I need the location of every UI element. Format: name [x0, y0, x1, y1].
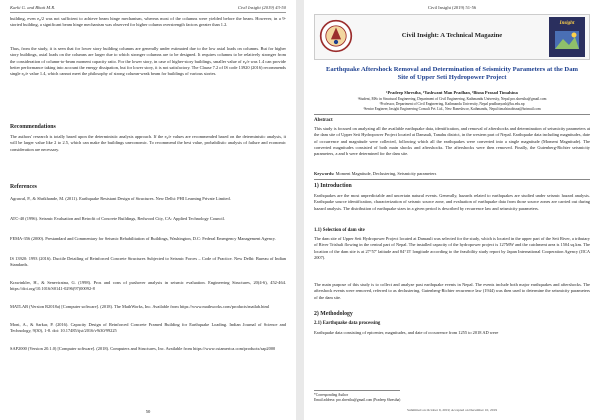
reference-item: Agrawal, P., & Shrikhande, M. (2011). Earthquake Resistant Design of Structures. New Delhi: PHI Learning Private Limited.	[10, 196, 231, 201]
footnote: *Corresponding Author Email address: pro.shrestha@gmail.com (Pradeep Shrestha)	[314, 393, 401, 402]
reference-item: MATLAB (Version R2018a) [Computer software]. (2018). The MathWorks, Inc. Available from https://www.mathworks.com/products/matlab.html	[10, 304, 270, 309]
article-title: Earthquake Aftershock Removal and Determination of Seismicity Parameters at the Dam Site of Upper Seti Hydropower Project	[326, 66, 578, 82]
journal-title: Civil Insight: A Technical Magazine	[401, 32, 503, 39]
running-header	[314, 5, 590, 10]
header-journal: Civil Insight (2019) 51-56	[427, 5, 477, 10]
article-authors: ¹Pradeep Shrestha, ²Yashwant Man Pradhan, ³Bisna Prasad Timalsina	[386, 90, 518, 95]
reference-item: Moni, A., & Sarkar, P. (2016). Capacity Design of Reinforced Concrete Framed Building for Earthquake Loading. Indian Journal of Science and Technology, 9(30), 1-8. doi: 10.17485/ijst/2016/v9i30/99225	[10, 322, 286, 334]
abstract-heading: Abstract	[314, 118, 333, 123]
subsection-heading: 2.1) Earthquake data processing	[314, 321, 381, 326]
page-number: 50	[145, 409, 151, 414]
cover-title: Insight	[559, 21, 575, 26]
left-page	[0, 0, 296, 420]
body-paragraph: The main purpose of this study is to collect and analyze past earthquake events in Nepal. The events include both major earthquakes and aftershocks. The aftershock events were removed, referred to as declustering. Gutenberg-Richter recurrence law (1944) was then used to determine the seismicity parameters of the dam site.	[314, 282, 590, 300]
magazine-cover-image	[549, 17, 585, 57]
reference-item: Krawinkler, H., & Seneviratna, G. (1998). Pros and cons of pushover analysis in seismic evaluation. Engineering Structures, 20(4-6), 452-464. https://doi.org/10.1016/S0141-0296(97)00092-8	[10, 280, 286, 292]
cover-art-icon	[549, 17, 585, 57]
journal-banner	[314, 14, 590, 60]
section-heading: References	[10, 184, 37, 190]
affiliation: ¹Student, MSc in Structural Engineering, Department of Civil Engineering, Kathmandu University, Nepal pro.shrestha@gmail.com	[357, 97, 547, 101]
submission-dates: Submitted on October 9, 2019; Accepted on December 10, 2019	[407, 408, 497, 412]
subsection-heading: 1.1) Selection of dam site	[314, 228, 365, 233]
header-authors: Karki G. and Bhatt M.R.	[10, 5, 56, 10]
body-paragraph: building, even e₀/2 was not sufficient to achieve beam hinge mechanism, whereas most of the columns were yielded before the beam. However, in a 9-storied building, a significant beam hinge mechanism was observed for higher column overstrength factors greater than 1.2.	[10, 16, 286, 28]
affiliation: ³Senior Engineer, Insight Engineering Consult Pvt. Ltd., New Baneshwor, Kathmandu, Nepal timalsinabisna@hotmail.com	[363, 107, 541, 111]
footnote-rule	[314, 390, 400, 391]
divider	[314, 179, 590, 180]
header-rule	[10, 12, 286, 13]
reference-item: IS 13920: 1993 (2016). Ductile Detailing of Reinforced Concrete Structures Subjected to Seismic Forces – Code of Practice. New Delhi: Bureau of Indian Standards.	[10, 256, 286, 268]
body-paragraph: Earthquake data consisting of epicenter, magnitudes, and date of occurrence from 1255 to 2018 AD were	[314, 330, 499, 335]
keywords-label: Keywords:	[314, 171, 335, 176]
body-paragraph: Thus, from the study, it is seen that for lower story building columns are generally under estimated due to the low axial loads on columns. But for higher story buildings, axial loads on the columns are larger due to which stronger columns are to be designed. It requires columns to be relatively stronger from the consideration of column-to-beam moment capacity ratio. For the lower story, in case of higher-story buildings, smaller value of e₀/e was 1.4 can provide better performance taking into account the energy dissipation, but for lower story, it is not satisfactory. The Clause 7.2 of IS code 13920 (2016) recommends single e₀/e value 1.4, which cannot meet the philosophy of strong column-weak beam for buildings of various stories.	[10, 46, 286, 77]
keywords-text: Moment Magnitude, Declustering, Seismicity parameters	[335, 171, 437, 176]
section-heading: 2) Methodology	[314, 311, 353, 317]
running-header	[10, 5, 286, 10]
body-paragraph: The dam site of Upper Seti Hydropower Project located at Damauli was selected for the study, which is located in the upper part of the Seti River, a tributary of River Trishuli flowing in the central part of Nepal. The installed capacity of the hydropower project is 127MW and the catchment area is 1504 sq.km. The location of the dam site is at 27°57' latitude and 84°15' longitude according to the feasibility study report by Japan International Cooperation Agency (JICA 2007).	[314, 236, 590, 260]
abstract-text: This study is focused on analyzing all the available earthquake data, identification, and removal of aftershocks and determination of seismicity parameters at the dam site of Upper Seti Hydropower Project located at Damauli, Tanahu district, in the western part of Nepal. Earthquake data including magnitudes, date of occurrence and magnitude were collected, following which all the earthquakes were converted into a single magnitude (Moment Magnitude). The converted magnitudes consisted of both main shocks and aftershocks. The aftershocks were then removed. Finally, the Gutenberg-Richter seismicity parameters, a and b were determined for the dam site.	[314, 126, 590, 157]
right-page	[304, 0, 600, 420]
keywords-line	[314, 171, 590, 177]
header-journal: Civil Insight (2019) 43-50	[237, 5, 286, 10]
divider	[314, 114, 590, 115]
author-affiliations	[320, 97, 584, 112]
reference-item: ATC-40 (1996). Seismic Evaluation and Retrofit of Concrete Buildings, Redwood City, CA: Applied Technology Council.	[10, 216, 225, 221]
reference-item: FEMA-356 (2000). Prestandard and Commentary for Seismic Rehabilitation of Buildings, Washington, D.C: Federal Emergency Management Agency.	[10, 236, 276, 241]
affiliation: ²Professor, Department of Civil Engineering, Kathmandu University, Nepal pradhanyash@ku.edu.np	[379, 102, 525, 106]
body-paragraph: Earthquakes are the most unpredictable and uncertain natural events. Generally, hazards related to earthquakes are studied under seismic hazard analysis. Earthquake source identification, characterization of seismic source zone, and evaluation of earthquake data from those source zones are carried out during hazard analysis. The distribution of earthquake sizes in a given period is described by recurrence law and seismicity parameters.	[314, 193, 590, 211]
section-heading: Recommendations	[10, 124, 56, 130]
body-paragraph: The authors' research is totally based upon the deterministic analysis approach. If the e₀/e values are recommended based on the deterministic analysis, it will be larger value like 2 to 2.5, which can make the buildings uneconomic. To recommend the best value, probabilistic analysis of failure and economic consideration are necessary.	[10, 134, 286, 152]
university-seal-icon	[319, 19, 353, 53]
reference-item: SAP2000 (Version 20.1.0) [Computer software]. (2018). Computers and Structures, Inc. Available from https://www.csiamerica.com/products/sap2000	[10, 346, 276, 351]
section-heading: 1) Introduction	[314, 183, 352, 189]
